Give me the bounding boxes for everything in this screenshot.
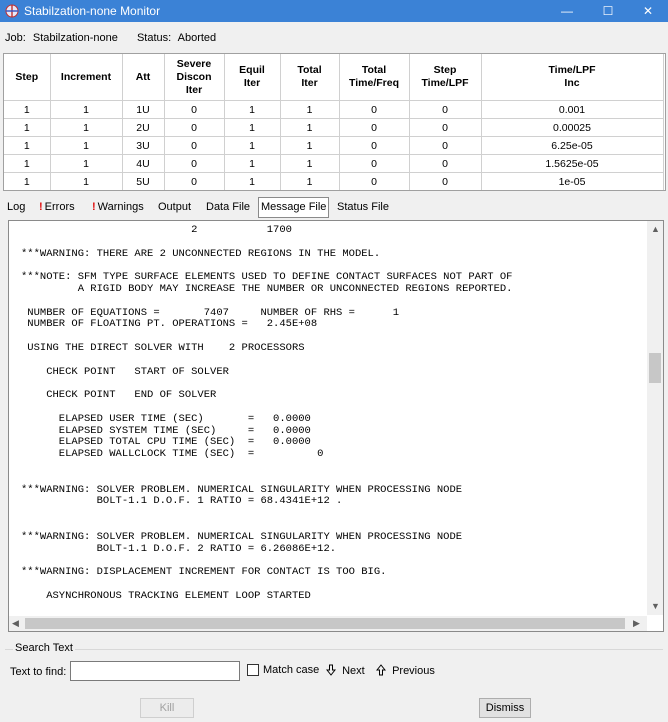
job-value: Stabilzation-none — [32, 32, 118, 44]
table-cell: 1 — [280, 137, 339, 155]
horizontal-scrollbar[interactable] — [9, 616, 647, 631]
table-cell: 0 — [164, 101, 224, 119]
table-header-row — [4, 54, 663, 101]
job-status-bar — [5, 32, 220, 44]
column-header[interactable] — [50, 54, 122, 101]
column-header-label: Iter — [243, 77, 261, 89]
table-cell: 1 — [280, 101, 339, 119]
column-header-label: Iter — [185, 83, 203, 96]
message-line: ***WARNING: SOLVER PROBLEM. NUMERICAL SINGULARITY WHEN PROCESSING NODE — [21, 530, 463, 543]
column-header[interactable] — [481, 54, 663, 101]
table-cell: 0 — [164, 137, 224, 155]
increment-grid — [4, 54, 664, 191]
table-cell: 1 — [224, 155, 280, 173]
vertical-scroll-thumb[interactable] — [649, 353, 661, 383]
kill-button[interactable]: Kill — [140, 698, 194, 718]
table-cell: 0 — [164, 155, 224, 173]
message-line: ELAPSED TOTAL CPU TIME (SEC) = 0.0000 — [21, 436, 311, 449]
tab-message-file[interactable] — [258, 197, 329, 218]
column-header-label: Step — [15, 70, 39, 83]
close-icon: ✕ — [642, 4, 654, 18]
message-file-text[interactable] — [21, 225, 641, 613]
scroll-left-icon[interactable]: ◀ — [12, 618, 19, 628]
table-cell: 0 — [164, 173, 224, 191]
table-cell: 0 — [339, 137, 409, 155]
column-header[interactable] — [339, 54, 409, 101]
table-cell: 1 — [4, 119, 50, 137]
window-title: Stabilzation-none Monitor — [24, 4, 161, 18]
table-cell: 1 — [4, 155, 50, 173]
close-button[interactable] — [628, 0, 668, 22]
job-label: Job: — [5, 32, 26, 44]
previous-button[interactable] — [376, 664, 435, 677]
column-header-label: Att — [135, 70, 151, 83]
table-cell: 1 — [50, 119, 122, 137]
message-line: CHECK POINT END OF SOLVER — [21, 389, 217, 402]
maximize-button[interactable] — [588, 0, 628, 22]
table-cell: 0 — [409, 119, 481, 137]
column-header-label: Time/Freq — [349, 77, 399, 89]
tab-output[interactable] — [156, 198, 193, 216]
table-cell: 0 — [339, 155, 409, 173]
column-header-label: Step — [433, 64, 457, 76]
table-row[interactable] — [4, 101, 663, 119]
table-cell: 0 — [164, 119, 224, 137]
tab-label: Log — [7, 201, 26, 213]
column-header[interactable] — [409, 54, 481, 101]
column-header-label: Total — [361, 64, 387, 76]
column-header-label: Equil — [239, 64, 265, 76]
table-cell: 0 — [339, 173, 409, 191]
message-line: 2 1700 — [21, 225, 292, 236]
table-cell: 1 — [50, 101, 122, 119]
table-cell: 1U — [122, 101, 164, 119]
tab-label: Data File — [206, 201, 251, 213]
exclamation-icon: ! — [39, 201, 43, 213]
title-bar[interactable] — [0, 0, 668, 22]
table-cell: 1 — [280, 155, 339, 173]
up-arrow-icon — [376, 664, 386, 676]
table-cell: 1 — [224, 173, 280, 191]
table-cell: 1 — [50, 137, 122, 155]
tab-status-file[interactable] — [335, 198, 391, 216]
table-cell: 1 — [280, 173, 339, 191]
table-row[interactable] — [4, 119, 663, 137]
table-cell: 1 — [4, 101, 50, 119]
table-cell: 0 — [339, 119, 409, 137]
message-line: ELAPSED SYSTEM TIME (SEC) = 0.0000 — [21, 424, 311, 437]
table-cell: 0.001 — [481, 101, 663, 119]
scroll-down-icon[interactable]: ▼ — [651, 601, 660, 611]
tab-label: Status File — [337, 201, 389, 213]
message-line: ***WARNING: THERE ARE 2 UNCONNECTED REGIONS IN THE MODEL. — [21, 247, 381, 260]
column-header-label: Severe — [176, 57, 212, 70]
message-line: USING THE DIRECT SOLVER WITH 2 PROCESSORS — [21, 341, 305, 354]
find-label: Text to find: — [10, 666, 67, 678]
tab-errors[interactable] — [37, 198, 77, 216]
table-cell: 6.25e-05 — [481, 137, 663, 155]
table-cell: 0 — [339, 101, 409, 119]
column-header-label: Total — [297, 64, 322, 76]
scroll-right-icon[interactable]: ▶ — [633, 618, 640, 628]
status-label: Status: — [136, 32, 172, 44]
table-cell: 0 — [409, 101, 481, 119]
abaqus-app-icon — [5, 4, 19, 18]
table-cell: 1 — [224, 119, 280, 137]
message-line: NUMBER OF FLOATING PT. OPERATIONS = 2.45E+08 — [21, 318, 318, 331]
table-cell: 0 — [409, 173, 481, 191]
scroll-up-icon[interactable]: ▲ — [651, 224, 660, 234]
tab-label: Message File — [261, 201, 327, 213]
table-row[interactable] — [4, 173, 663, 191]
table-row[interactable] — [4, 137, 663, 155]
column-header-label: Time/LPF — [548, 64, 596, 76]
table-cell: 3U — [122, 137, 164, 155]
horizontal-scroll-thumb[interactable] — [25, 618, 625, 629]
minimize-icon: — — [561, 4, 573, 18]
column-header-label: Iter — [301, 77, 318, 89]
message-line: ELAPSED WALLCLOCK TIME (SEC) = 0 — [21, 448, 324, 461]
down-arrow-icon — [326, 664, 336, 676]
table-cell: 1 — [224, 101, 280, 119]
tab-label: Output — [158, 201, 192, 213]
message-line: BOLT-1.1 D.O.F. 1 RATIO = 68.4341E+12 . — [21, 495, 343, 508]
message-line: CHECK POINT START OF SOLVER — [21, 365, 229, 378]
column-header-label: Discon — [176, 70, 212, 83]
increment-table[interactable] — [3, 53, 666, 191]
previous-label: Previous — [392, 665, 435, 677]
table-cell: 1 — [50, 155, 122, 173]
tab-warnings[interactable] — [90, 198, 146, 216]
table-row[interactable] — [4, 155, 663, 173]
match-case-label[interactable]: Match case — [263, 664, 320, 676]
maximize-icon: ☐ — [602, 4, 614, 18]
table-cell: 1.5625e-05 — [481, 155, 663, 173]
message-line: ***WARNING: SOLVER PROBLEM. NUMERICAL SINGULARITY WHEN PROCESSING NODE — [21, 483, 463, 496]
table-cell: 1 — [4, 137, 50, 155]
table-cell: 4U — [122, 155, 164, 173]
message-line: ELAPSED USER TIME (SEC) = 0.0000 — [21, 412, 311, 425]
column-header[interactable] — [164, 54, 224, 101]
vertical-scrollbar[interactable] — [647, 221, 663, 615]
column-header-label: Increment — [60, 70, 112, 83]
exclamation-icon: ! — [92, 201, 96, 213]
table-cell: 5U — [122, 173, 164, 191]
column-header[interactable] — [122, 54, 164, 101]
minimize-button[interactable] — [547, 0, 587, 22]
column-header-label: Inc — [564, 77, 580, 89]
table-cell: 0 — [409, 137, 481, 155]
table-cell: 1 — [224, 137, 280, 155]
table-cell: 2U — [122, 119, 164, 137]
dismiss-button[interactable]: Dismiss — [479, 698, 531, 718]
search-group-label: Search Text — [15, 642, 73, 654]
column-header[interactable] — [280, 54, 339, 101]
tab-log[interactable] — [5, 198, 27, 216]
tab-label: Warnings — [97, 201, 144, 213]
next-button[interactable] — [326, 664, 365, 677]
table-cell: 1 — [280, 119, 339, 137]
next-label: Next — [342, 665, 365, 677]
message-line: A RIGID BODY MAY INCREASE THE NUMBER OR UNCONNECTED REGIONS REPORTED. — [21, 282, 513, 295]
message-file-panel[interactable] — [8, 220, 664, 632]
tab-label: Errors — [44, 201, 75, 213]
message-line: ASYNCHRONOUS TRACKING ELEMENT LOOP STARTED — [21, 589, 311, 602]
table-body — [4, 101, 663, 191]
table-cell: 1e-05 — [481, 173, 663, 191]
match-case-checkbox[interactable] — [247, 664, 259, 676]
tab-data-file[interactable] — [204, 198, 252, 216]
find-input[interactable] — [70, 661, 240, 681]
status-value: Aborted — [177, 32, 217, 44]
column-header[interactable] — [4, 54, 50, 101]
message-line: NUMBER OF EQUATIONS = 7407 NUMBER OF RHS = 1 — [21, 306, 400, 319]
table-cell: 0 — [409, 155, 481, 173]
table-cell: 0.00025 — [481, 119, 663, 137]
table-cell: 1 — [50, 173, 122, 191]
table-cell: 1 — [4, 173, 50, 191]
message-line: ***NOTE: SFM TYPE SURFACE ELEMENTS USED TO DEFINE CONTACT SURFACES NOT PART OF — [21, 271, 513, 284]
column-header-label: Time/LPF — [421, 77, 469, 89]
column-header[interactable] — [224, 54, 280, 101]
message-line: BOLT-1.1 D.O.F. 2 RATIO = 6.26086E+12. — [21, 542, 337, 555]
message-line: ***WARNING: DISPLACEMENT INCREMENT FOR CONTACT IS TOO BIG. — [21, 566, 387, 579]
